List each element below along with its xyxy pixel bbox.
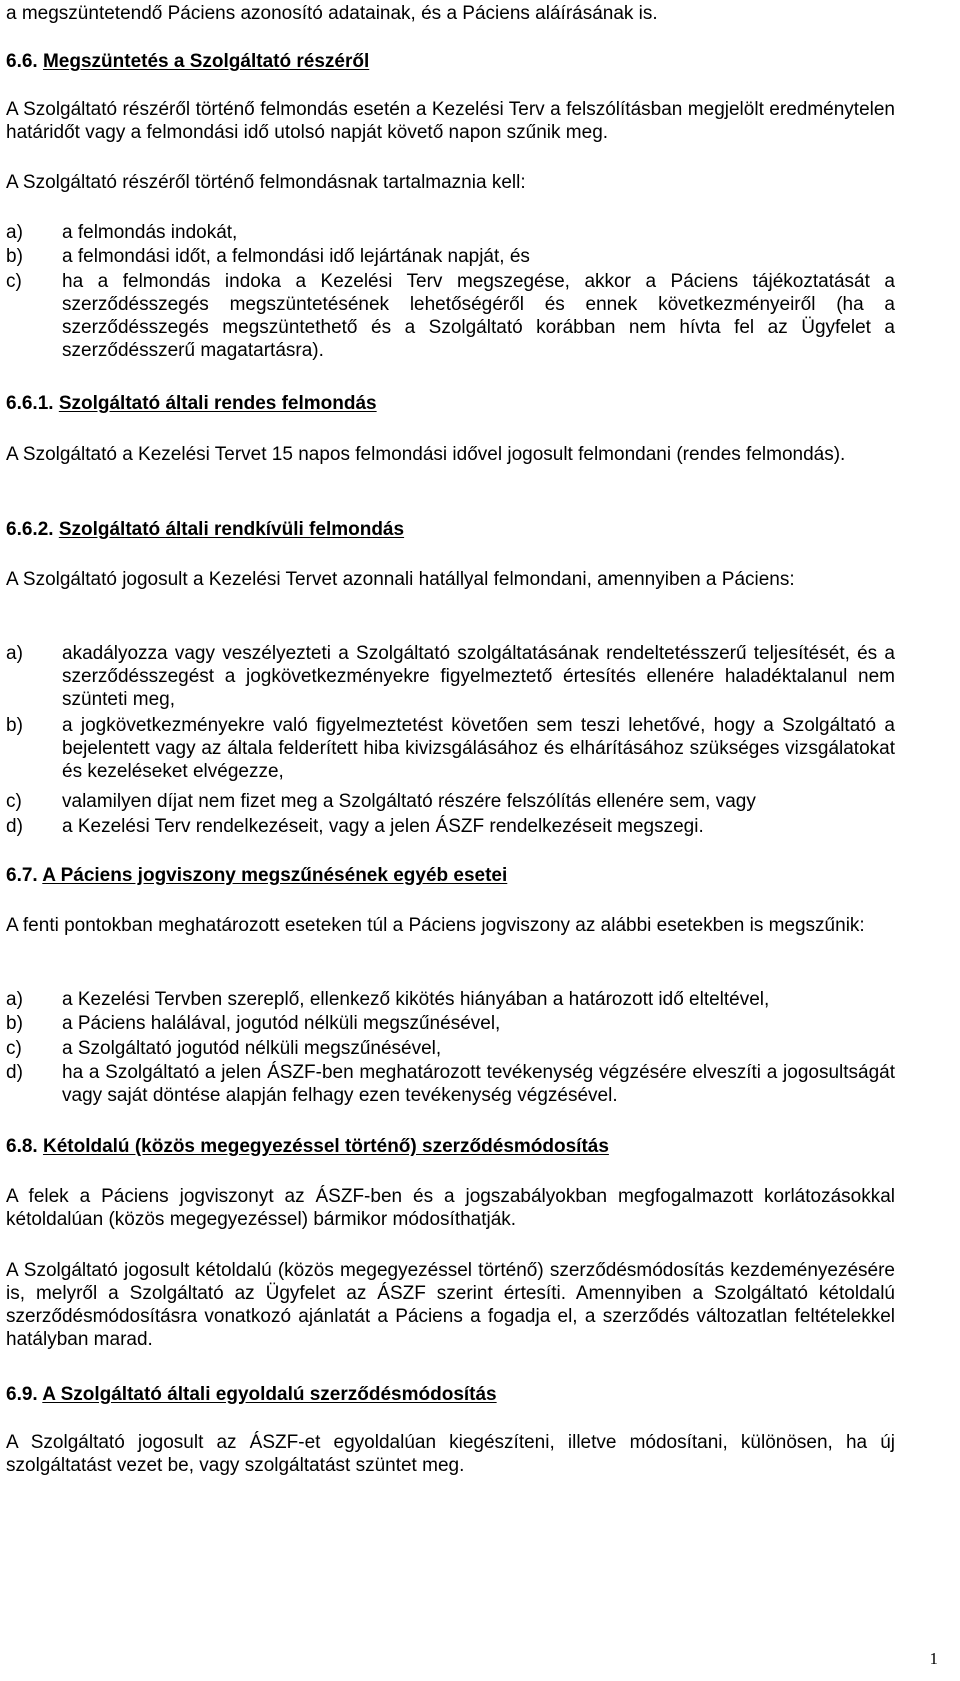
section-number: 6.9. (6, 1384, 38, 1405)
list-item (6, 1061, 895, 1107)
list-label: b) (6, 1013, 23, 1034)
paragraph: A felek a Páciens jogviszonyt az ÁSZF-ben és a jogszabályokban megfogalmazott korlátozásokkal kétoldalúan (közös megegyezéssel) bármikor módosíthatják. (6, 1186, 895, 1230)
list-item (6, 714, 895, 783)
list-text: akadályozza vagy veszélyezteti a Szolgáltató szolgáltatásának rendeltetésszerű teljesítését, és a szerződésszegést a jogkövetkezményekre figyelmeztető értesítés ellenére haladéktalanul nem szünteti meg, (62, 643, 895, 710)
paragraph: A Szolgáltató részéről történő felmondás esetén a Kezelési Terv a felszólításban megjelölt eredménytelen határidőt vagy a felmondási idő utolsó napját követő napon szűnik meg. (6, 99, 895, 143)
list-label: b) (6, 715, 23, 736)
list-item (6, 815, 895, 838)
section-title: Megszüntetés a Szolgáltató részéről (42, 51, 370, 72)
list-item (6, 988, 895, 1011)
list-item (6, 245, 895, 268)
section-6-9-heading (6, 1383, 895, 1406)
section-6-8-heading (6, 1135, 895, 1158)
section-6-6-2-heading (6, 518, 895, 541)
intro-text: a megszüntetendő Páciens azonosító adatainak, és a Páciens aláírásának is. (6, 3, 658, 24)
paragraph: A Szolgáltató jogosult a Kezelési Tervet azonnali hatállyal felmondani, amennyiben a Páciens: (6, 569, 795, 590)
section-6-7-heading (6, 864, 895, 887)
list-item (6, 642, 895, 711)
section-number: 6.6. (6, 51, 38, 72)
list-text: valamilyen díjat nem fizet meg a Szolgáltató részére felszólítás ellenére sem, vagy (62, 791, 756, 812)
list-text: a felmondási időt, a felmondási idő lejártának napját, és (62, 246, 530, 267)
list-text: a Kezelési Tervben szereplő, ellenkező kikötés hiányában a határozott idő elteltével, (62, 989, 770, 1010)
section-number: 6.7. (6, 865, 38, 886)
list-item (6, 790, 895, 813)
list-text: a Páciens halálával, jogutód nélküli megszűnésével, (62, 1013, 501, 1034)
list-item (6, 270, 895, 362)
section-number: 6.8. (6, 1136, 38, 1157)
section-title: Kétoldalú (közös megegyezéssel történő) szerződésmódosítás (42, 1136, 609, 1157)
list-text: ha a Szolgáltató a jelen ÁSZF-ben meghatározott tevékenység végzésére elveszíti a jogosultságát vagy saját döntése alapján felhagy ezen tevékenység végzésével. (62, 1062, 895, 1106)
section-title: Szolgáltató általi rendkívüli felmondás (58, 519, 405, 540)
list-label: a) (6, 643, 23, 664)
list-label: c) (6, 791, 22, 812)
list-label: a) (6, 989, 23, 1010)
list-label: d) (6, 1062, 23, 1083)
list-item (6, 221, 895, 244)
section-number: 6.6.1. (6, 393, 54, 414)
list-label: d) (6, 816, 23, 837)
paragraph: A Szolgáltató jogosult kétoldalú (közös megegyezéssel történő) szerződésmódosítás kezdeményezésére is, melyről a Szolgáltató az Ügyfelet az ÁSZF szerint értesíti. Amennyiben a Szolgáltató kétoldalú szerződésmódosításra vonatkozó ajánlatát a Páciens a fogadja el, a szerződés változatlan feltételekkel hatályban marad. (6, 1260, 895, 1350)
list-text: a felmondás indokát, (62, 222, 238, 243)
list-text: a Kezelési Terv rendelkezéseit, vagy a jelen ÁSZF rendelkezéseit megszegi. (62, 816, 704, 837)
list-text: a jogkövetkezményekre való figyelmeztetést követően sem teszi lehetővé, hogy a Szolgáltató a bejelentett vagy az általa felderített hiba kivizsgálásához és elhárításához szükséges vizsgálatokat és kezeléseket elvégezze, (62, 715, 895, 782)
paragraph: A Szolgáltató jogosult az ÁSZF-et egyoldalúan kiegészíteni, illetve módosítani, különösen, ha új szolgáltatást vezet be, vagy szolgáltatást szüntet meg. (6, 1432, 895, 1476)
list-item (6, 1012, 895, 1035)
page-number: 1 (929, 1649, 938, 1668)
list-item (6, 1037, 895, 1060)
section-title: A Szolgáltató általi egyoldalú szerződésmódosítás (42, 1384, 497, 1405)
section-6-6-1-heading (6, 392, 895, 415)
section-number: 6.6.2. (6, 519, 54, 540)
list-text: a Szolgáltató jogutód nélküli megszűnésével, (62, 1038, 442, 1059)
section-title: Szolgáltató általi rendes felmondás (58, 393, 377, 414)
section-6-6-heading (6, 50, 895, 73)
list-label: c) (6, 271, 22, 292)
paragraph: A Szolgáltató részéről történő felmondásnak tartalmaznia kell: (6, 172, 526, 193)
section-title: A Páciens jogviszony megszűnésének egyéb esetei (42, 865, 508, 886)
paragraph: A Szolgáltató a Kezelési Tervet 15 napos felmondási idővel jogosult felmondani (rendes felmondás). (6, 444, 846, 465)
paragraph: A fenti pontokban meghatározott eseteken túl a Páciens jogviszony az alábbi esetekben is megszűnik: (6, 915, 865, 936)
list-label: a) (6, 222, 23, 243)
list-label: c) (6, 1038, 22, 1059)
list-text: ha a felmondás indoka a Kezelési Terv megszegése, akkor a Páciens tájékoztatását a szerződésszegés megszüntetésének lehetőségéről és ennek következményeiről (ha a szerződésszegés megszüntethető és a Szolgáltató korábban nem hívta fel az Ügyfelet a szerződésszerű magatartásra). (62, 271, 895, 361)
list-label: b) (6, 246, 23, 267)
